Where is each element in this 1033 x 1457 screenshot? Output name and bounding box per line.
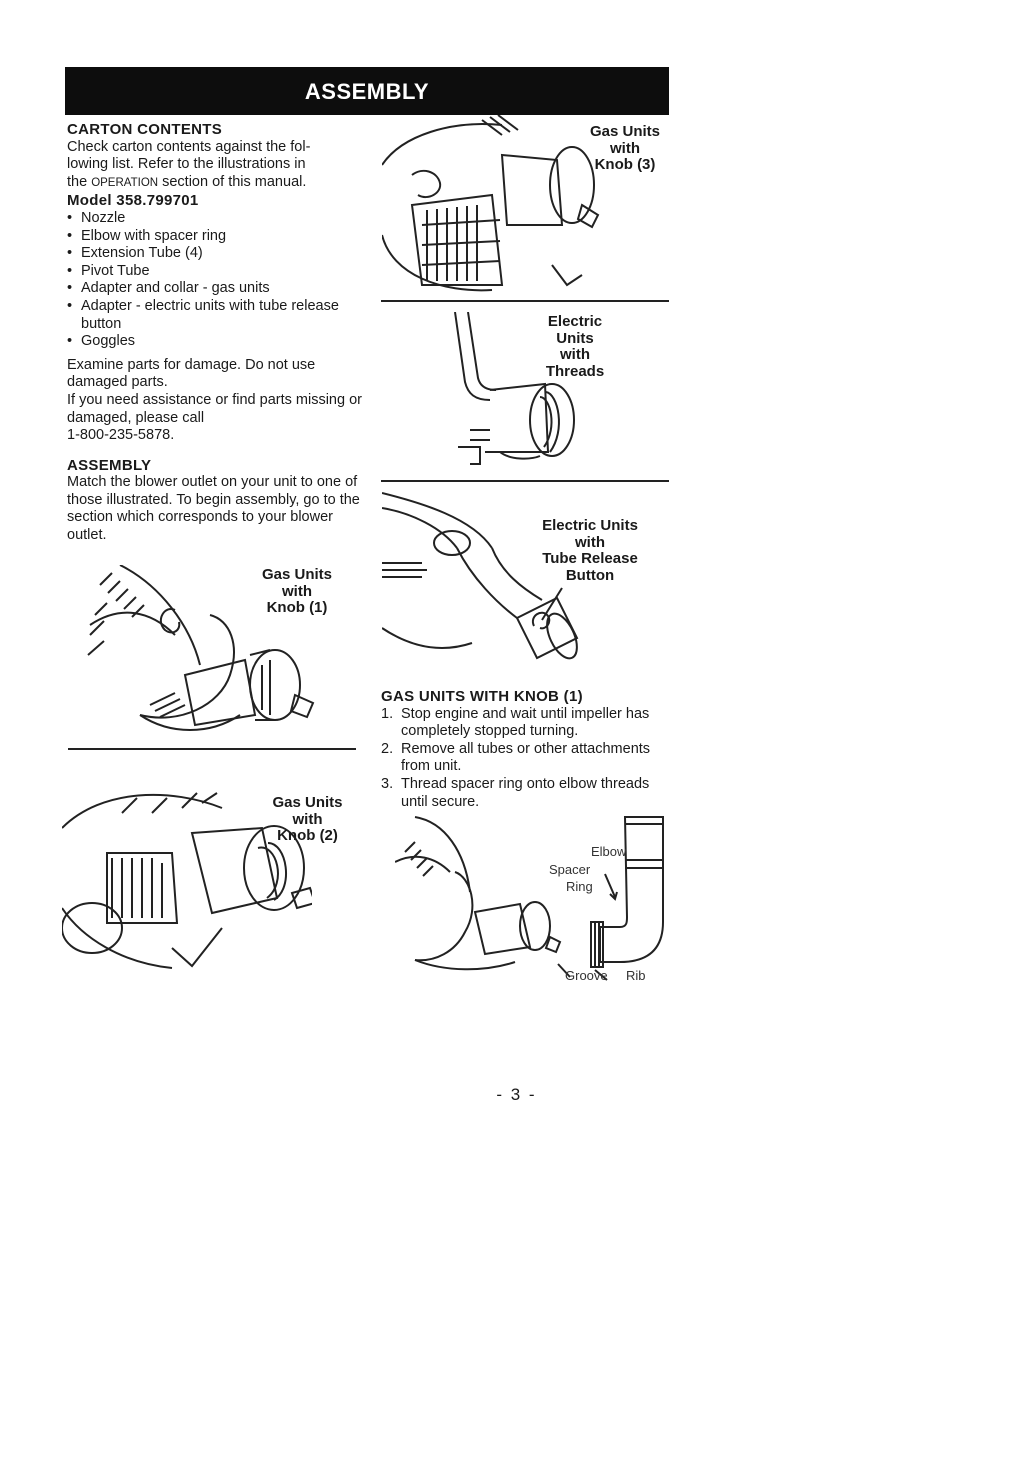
- label-line: with: [575, 533, 605, 551]
- label-line: Button: [565, 566, 615, 584]
- carton-intro-line-2: lowing list. Refer to the illustrations in: [67, 156, 306, 173]
- page-number: - 3 -: [496, 1085, 537, 1104]
- examine-text: Examine parts for damage. Do not use damaged parts.: [67, 356, 316, 391]
- list-item: • Adapter - electric units with tube release button: [67, 298, 367, 333]
- step-number: 2.: [381, 740, 394, 757]
- step-list: [381, 706, 671, 812]
- callout-ring: Ring: [566, 879, 593, 894]
- label-line: Tube Release: [542, 550, 638, 567]
- gas-knob-1-heading: GAS UNITS WITH KNOB (1): [381, 688, 583, 705]
- section-title: ASSEMBLY: [304, 79, 430, 104]
- divider: [381, 480, 669, 482]
- assembly-body: Match the blower outlet on your unit to one of those illustrated. To begin assembly, go to the section which corresponds to your blower outlet.: [67, 474, 360, 544]
- model-number: Model 358.799701: [67, 192, 199, 210]
- figure-elbow-spacer: [395, 812, 675, 982]
- label-line: Gas Units: [261, 566, 333, 583]
- assembly-heading: ASSEMBLY: [67, 456, 152, 474]
- divider: [381, 300, 669, 302]
- label-gas-knob-1: [252, 567, 342, 617]
- list-item: • Extension Tube (4): [67, 245, 367, 263]
- intro-post: section of this manual.: [158, 173, 307, 190]
- step-number: 3.: [381, 775, 394, 792]
- label-gas-knob-2: [260, 795, 355, 845]
- callout-spacer: Spacer: [549, 862, 591, 877]
- label-line: Knob (1): [266, 599, 328, 616]
- carton-intro-line-1: Check carton contents against the fol-: [67, 138, 311, 155]
- label-gas-knob-3: [580, 124, 670, 174]
- label-line: with: [560, 346, 590, 363]
- label-line: with: [292, 810, 323, 828]
- list-item: • Goggles: [67, 333, 367, 351]
- label-line: Knob (3): [594, 156, 656, 173]
- step-item: [381, 741, 671, 776]
- callout-groove: Groove: [565, 968, 608, 983]
- step-number: 1.: [381, 705, 394, 722]
- label-line: with: [610, 139, 640, 157]
- label-electric-release: [530, 518, 650, 584]
- step-text: Stop engine and wait until impeller has completely stopped turning.: [401, 705, 650, 740]
- label-line: Gas Units: [589, 123, 661, 140]
- step-text: Thread spacer ring onto elbow threads until secure.: [401, 775, 650, 810]
- label-electric-threads: [535, 314, 615, 380]
- label-line: with: [282, 582, 312, 600]
- label-line: Gas Units: [272, 794, 343, 811]
- carton-item-list: [67, 210, 367, 351]
- list-item: • Pivot Tube: [67, 263, 367, 281]
- list-item: • Elbow with spacer ring: [67, 228, 367, 246]
- label-line: Electric Units: [542, 517, 638, 534]
- step-item: [381, 776, 671, 811]
- gas-knob-1-section: [381, 688, 671, 811]
- label-line: Electric: [547, 313, 603, 330]
- step-text: Remove all tubes or other attachments from unit.: [401, 740, 651, 775]
- divider: [68, 748, 356, 750]
- callout-rib: Rib: [626, 968, 646, 983]
- label-line: Units: [556, 329, 594, 347]
- carton-intro-line-3: [67, 174, 367, 193]
- list-item: • Adapter and collar - gas units: [67, 280, 367, 298]
- help-text: If you need assistance or find parts missing or damaged, please call: [67, 391, 362, 426]
- left-column: [67, 121, 367, 545]
- list-item: • Nozzle: [67, 210, 367, 228]
- label-line: Threads: [545, 362, 605, 380]
- section-banner: [65, 67, 669, 115]
- carton-contents-heading: CARTON CONTENTS: [67, 121, 223, 138]
- gas-knob-3-illustration: [382, 115, 607, 295]
- callout-elbow: Elbow: [591, 844, 627, 859]
- elbow-spacer-illustration: [395, 812, 675, 982]
- intro-pre: the: [67, 173, 92, 190]
- label-line: Knob (2): [277, 827, 338, 844]
- operation-ref: OPERATION: [91, 176, 159, 189]
- step-item: [381, 706, 671, 741]
- figure-gas-knob-3: [382, 115, 607, 295]
- phone-number: 1-800-235-5878.: [67, 427, 175, 444]
